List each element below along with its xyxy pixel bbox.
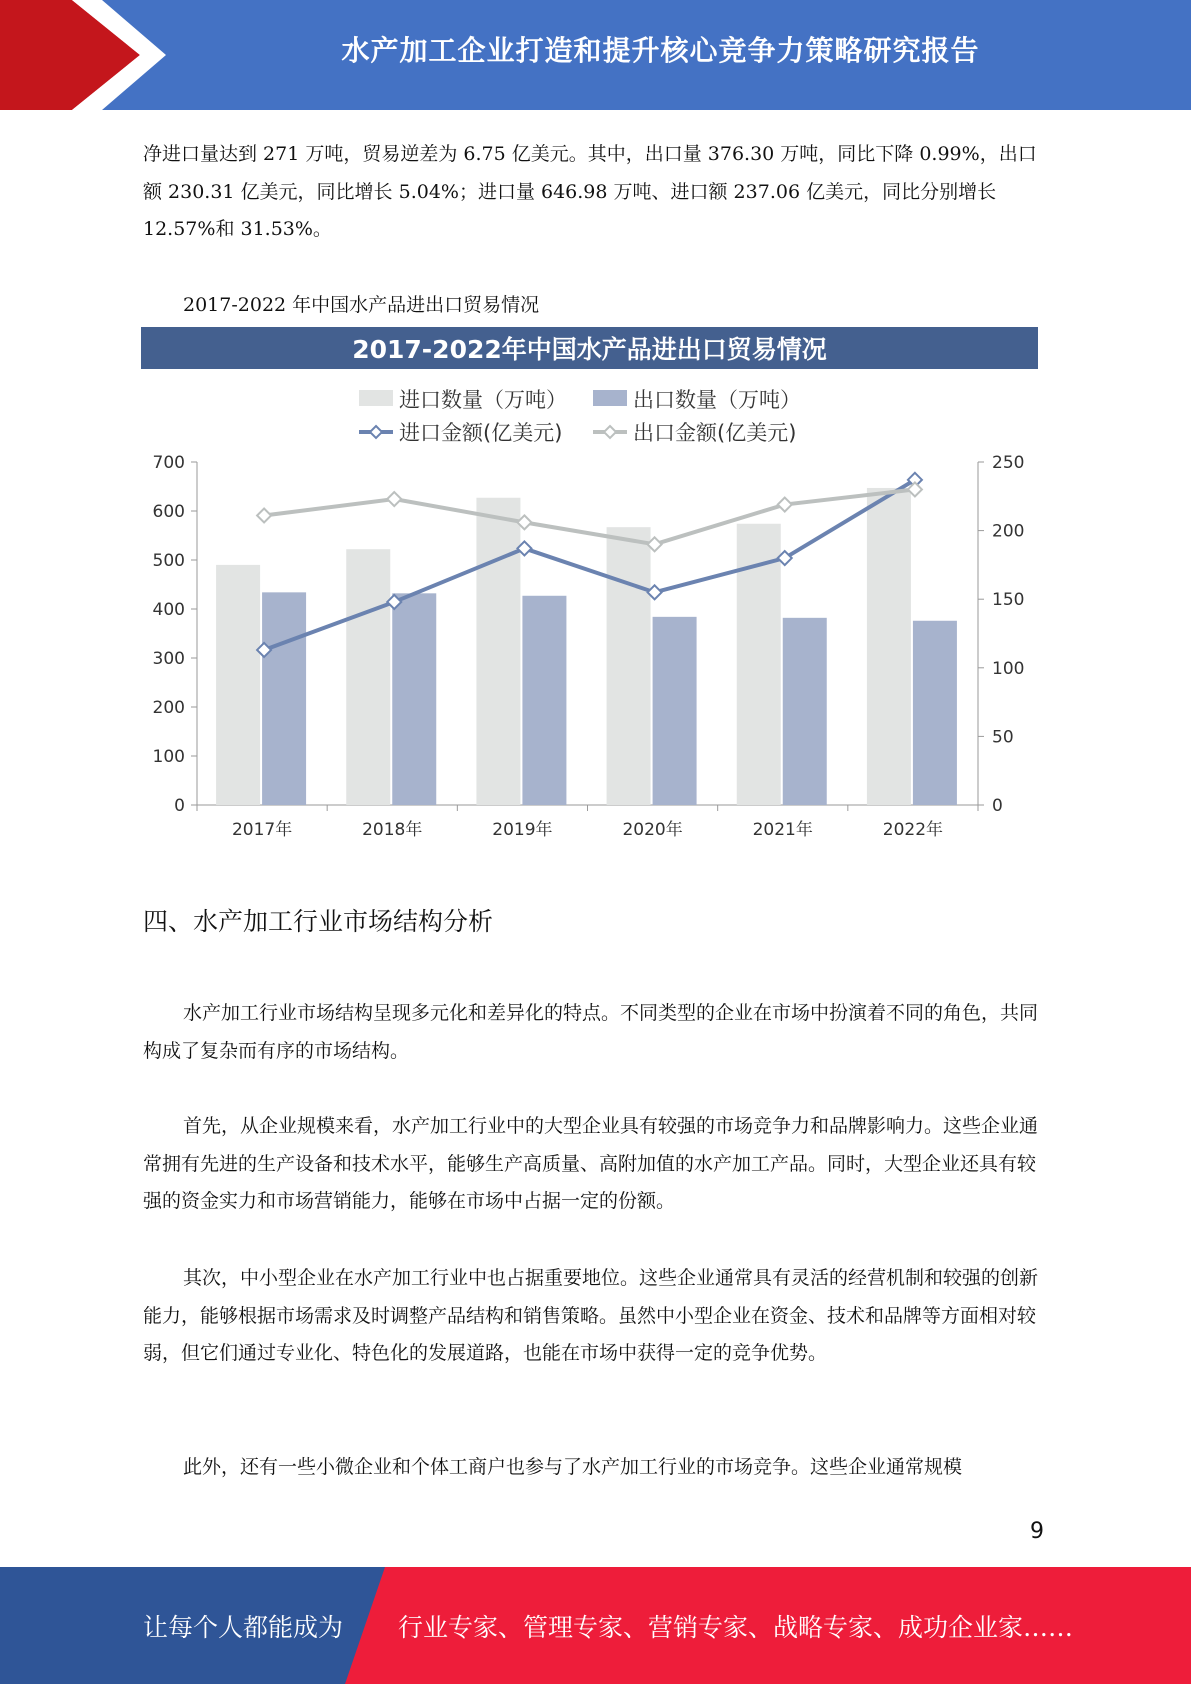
trade-chart (141, 369, 1038, 841)
bar (216, 565, 260, 805)
x-tick-label: 2019年 (492, 820, 553, 840)
page-header (0, 0, 1191, 110)
right-tick-label: 150 (992, 590, 1025, 611)
chart-title: 2017-2022年中国水产品进出口贸易情况 (141, 327, 1038, 369)
figure-caption: 2017-2022 年中国水产品进出口贸易情况 (183, 294, 540, 316)
page-number: 9 (1030, 1519, 1044, 1544)
right-tick-label: 250 (992, 453, 1025, 473)
left-tick-label: 600 (152, 502, 185, 522)
x-tick-label: 2018年 (362, 820, 423, 840)
bar (913, 621, 957, 805)
section-paragraph: 此外，还有一些小微企业和个体工商户也参与了水产加工行业的市场竞争。这些企业通常规模 (183, 1456, 963, 1478)
left-tick-label: 200 (152, 698, 185, 718)
x-tick-label: 2022年 (882, 820, 944, 840)
bar (346, 549, 390, 805)
legend-swatch (593, 390, 627, 406)
legend-label: 进口数量（万吨） (399, 388, 567, 412)
bar (262, 592, 306, 805)
legend-label: 进口金额(亿美元) (399, 421, 563, 445)
right-tick-label: 0 (992, 796, 1003, 816)
bar (607, 527, 651, 805)
section-paragraph: 首先，从企业规模来看，水产加工行业中的大型企业具有较强的市场竞争力和品牌影响力。这些企业通常拥有先进的生产设备和技术水平，能够生产高质量、高附加值的水产加工产品。同时，大型企业还具有较强的资金实力和市场营销能力，能够在市场中占据一定的份额。 (143, 1115, 1039, 1212)
right-tick-label: 200 (992, 521, 1025, 542)
legend-swatch (359, 390, 393, 406)
page-footer (0, 1567, 1191, 1684)
x-tick-label: 2017年 (231, 820, 293, 840)
bar (392, 593, 436, 805)
left-tick-label: 400 (152, 600, 185, 620)
bar (653, 617, 697, 805)
legend-label: 出口数量（万吨） (633, 388, 801, 412)
bar (522, 596, 566, 805)
footer-roles: 行业专家、管理专家、营销专家、战略专家、成功企业家…… (398, 1612, 1074, 1642)
right-tick-label: 100 (992, 658, 1025, 679)
left-tick-label: 300 (152, 649, 185, 669)
left-tick-label: 700 (152, 453, 185, 473)
x-tick-label: 2020年 (622, 820, 683, 840)
report-title: 水产加工企业打造和提升核心竞争力策略研究报告 (341, 34, 980, 67)
bar (476, 498, 520, 805)
section-paragraph: 其次，中小型企业在水产加工行业中也占据重要地位。这些企业通常具有灵活的经营机制和较强的创新能力，能够根据市场需求及时调整产品结构和销售策略。虽然中小型企业在资金、技术和品牌等方面相对较弱，但它们通过专业化、特色化的发展道路，也能在市场中获得一定的竞争优势。 (143, 1267, 1039, 1364)
left-tick-label: 500 (152, 551, 185, 571)
footer-slogan: 让每个人都能成为 (143, 1612, 344, 1642)
x-tick-label: 2021年 (752, 820, 813, 840)
right-tick-label: 50 (992, 727, 1014, 748)
legend-label: 出口金额(亿美元) (633, 421, 797, 445)
bar (867, 488, 911, 805)
left-tick-label: 0 (174, 796, 185, 816)
section-title: 四、水产加工行业市场结构分析 (143, 907, 494, 936)
section-paragraph: 水产加工行业市场结构呈现多元化和差异化的特点。不同类型的企业在市场中扮演着不同的角色，共同构成了复杂而有序的市场结构。 (143, 1002, 1039, 1062)
intro-paragraph: 净进口量达到 271 万吨，贸易逆差为 6.75 亿美元。其中，出口量 376.30 万吨，同比下降 0.99%，出口额 230.31 亿美元，同比增长 5.04%；进口量 646.98 万吨、进口额 237.06 亿美元，同比分别增长 12.57%和 31.53%。 (143, 143, 1037, 240)
left-tick-label: 100 (152, 747, 185, 767)
bar (783, 618, 827, 805)
